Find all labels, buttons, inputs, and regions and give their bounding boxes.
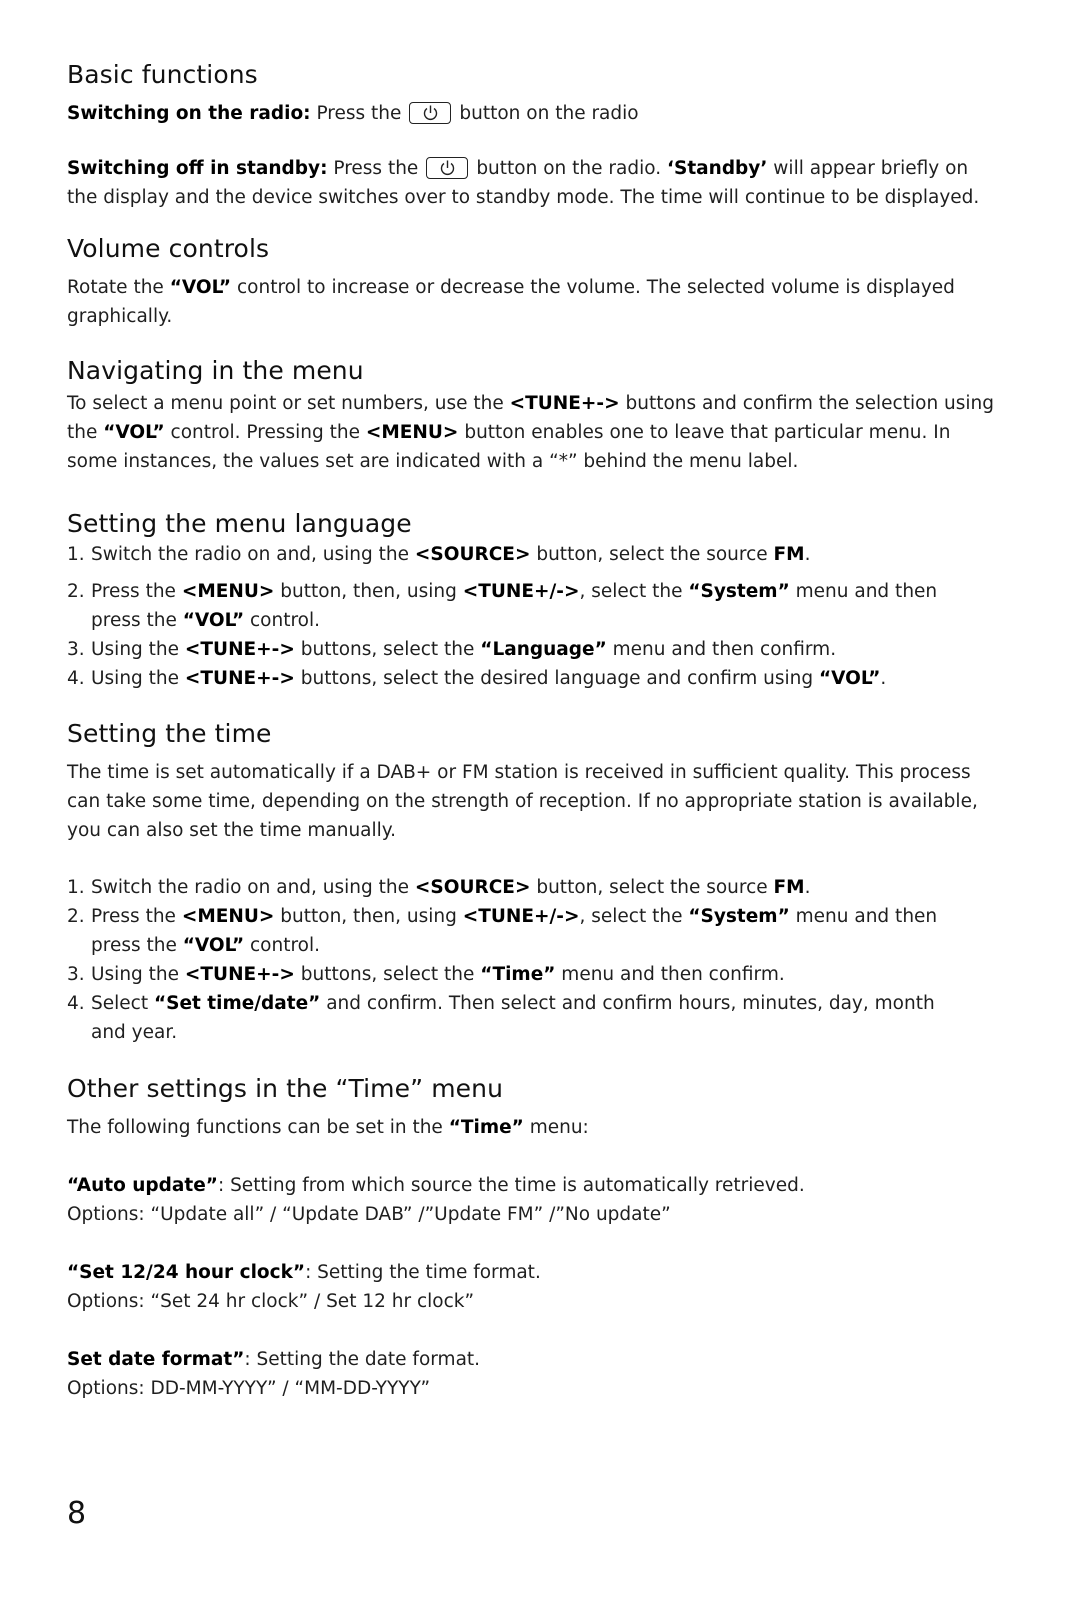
volume-paragraph: Rotate the “VOL” control to increase or decrease the volume. The selected volume is displayed graphically. xyxy=(67,277,955,327)
navigating-paragraph: To select a menu point or set numbers, use the <TUNE+-> buttons and confirm the selection using the “VOL” control. Pressing the <MENU> button enables one to leave that particular menu. In some instances, the values set are indicated with a “*” behind the menu label. xyxy=(67,393,995,472)
heading-volume-controls: Volume controls xyxy=(67,234,270,263)
language-steps xyxy=(67,540,997,693)
other-intro-paragraph: The following functions can be set in the “Time” menu: xyxy=(67,1117,589,1138)
list-item: 1. Switch the radio on and, using the <SOURCE> button, select the source FM. xyxy=(67,877,811,898)
power-icon xyxy=(409,102,451,124)
clock-format-line: “Set 12/24 hour clock”: Setting the time format. xyxy=(67,1262,541,1283)
heading-navigating-menu: Navigating in the menu xyxy=(67,356,364,385)
switch-on-paragraph: Switching on the radio: Press the button on the radio xyxy=(67,103,639,124)
auto-update-line: “Auto update”: Setting from which source the time is automatically retrieved. xyxy=(67,1175,805,1196)
list-item: 3. Using the <TUNE+-> buttons, select the “Language” menu and then confirm. xyxy=(67,639,837,660)
power-icon xyxy=(426,157,468,179)
list-item: 3. Using the <TUNE+-> buttons, select the “Time” menu and then confirm. xyxy=(67,964,785,985)
date-format-line: Set date format”: Setting the date format. xyxy=(67,1349,481,1370)
list-item: 2. Press the <MENU> button, then, using <TUNE+/->, select the “System” menu and then press the “VOL” control. xyxy=(67,581,938,631)
heading-menu-language: Setting the menu language xyxy=(67,509,412,538)
heading-other-settings: Other settings in the “Time” menu xyxy=(67,1074,504,1103)
list-item: 4. Using the <TUNE+-> buttons, select the desired language and confirm using “VOL”. xyxy=(67,668,887,689)
list-item: 2. Press the <MENU> button, then, using <TUNE+/->, select the “System” menu and then press the “VOL” control. xyxy=(67,906,938,956)
page-number: 8 xyxy=(67,1496,87,1531)
list-item: 4. Select “Set time/date” and confirm. Then select and confirm hours, minutes, day, month and year. xyxy=(67,993,935,1043)
heading-basic-functions: Basic functions xyxy=(67,60,258,89)
auto-update-options: Options: “Update all” / “Update DAB” /”Update FM” /”No update” xyxy=(67,1204,671,1225)
list-item: 1. Switch the radio on and, using the <SOURCE> button, select the source FM. xyxy=(67,544,811,565)
date-format-options: Options: DD-MM-YYYY” / “MM-DD-YYYY” xyxy=(67,1378,431,1399)
switch-off-paragraph: Switching off in standby: Press the button on the radio. ‘Standby’ will appear briefly on the display and the device switches over to standby mode. The time will continue to be displayed. xyxy=(67,158,980,208)
heading-setting-time: Setting the time xyxy=(67,719,272,748)
time-steps xyxy=(67,873,997,1047)
clock-format-options: Options: “Set 24 hr clock” / Set 12 hr clock” xyxy=(67,1291,475,1312)
time-intro-paragraph: The time is set automatically if a DAB+ or FM station is received in sufficient quality. This process can take some time, depending on the strength of reception. If no appropriate station is available, you can also set the time manually. xyxy=(67,762,978,841)
